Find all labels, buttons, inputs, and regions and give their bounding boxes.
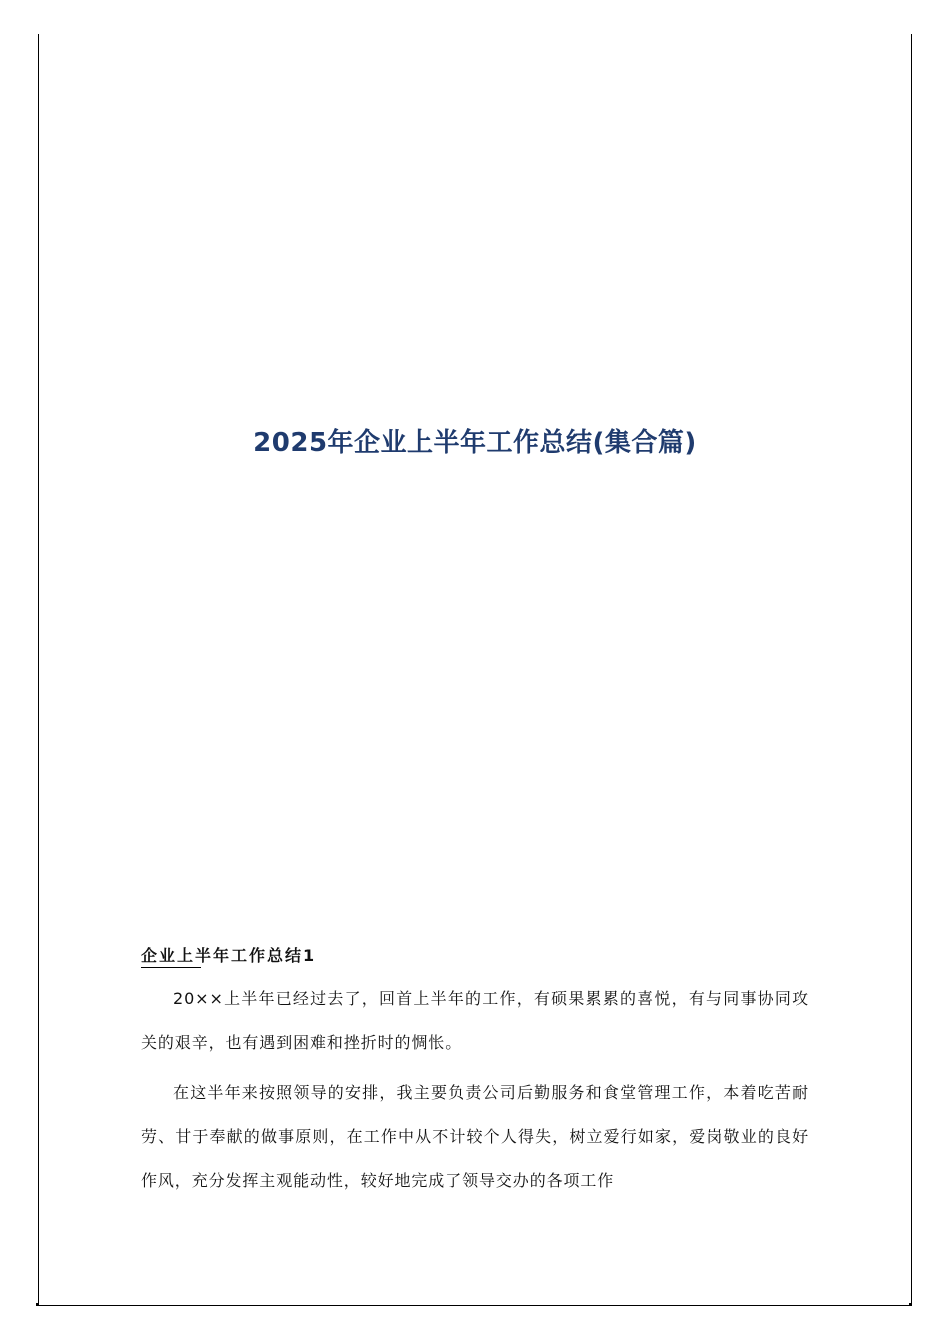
page-border-left [38, 34, 39, 1306]
body-paragraph: 在这半年来按照领导的安排，我主要负责公司后勤服务和食堂管理工作，本着吃苦耐劳、甘于奉献的做事原则，在工作中从不计较个人得失，树立爱行如家，爱岗敬业的良好作风，充分发挥主观能动性，较好地完成了领导交办的各项工作 [141, 1083, 809, 1190]
section-heading: 企业上半年工作总结1 [141, 946, 317, 965]
page-border-bottom [38, 1305, 912, 1306]
corner-mark-right [909, 1303, 912, 1306]
document-title: 2025年企业上半年工作总结(集合篇) [253, 428, 697, 458]
section-heading-underline [141, 967, 201, 968]
corner-mark-left [36, 1303, 39, 1306]
page-border-right [911, 34, 912, 1306]
body-paragraph: 20××上半年已经过去了，回首上半年的工作，有硕果累累的喜悦，有与同事协同攻关的艰辛，也有遇到困难和挫折时的惆怅。 [141, 989, 809, 1052]
